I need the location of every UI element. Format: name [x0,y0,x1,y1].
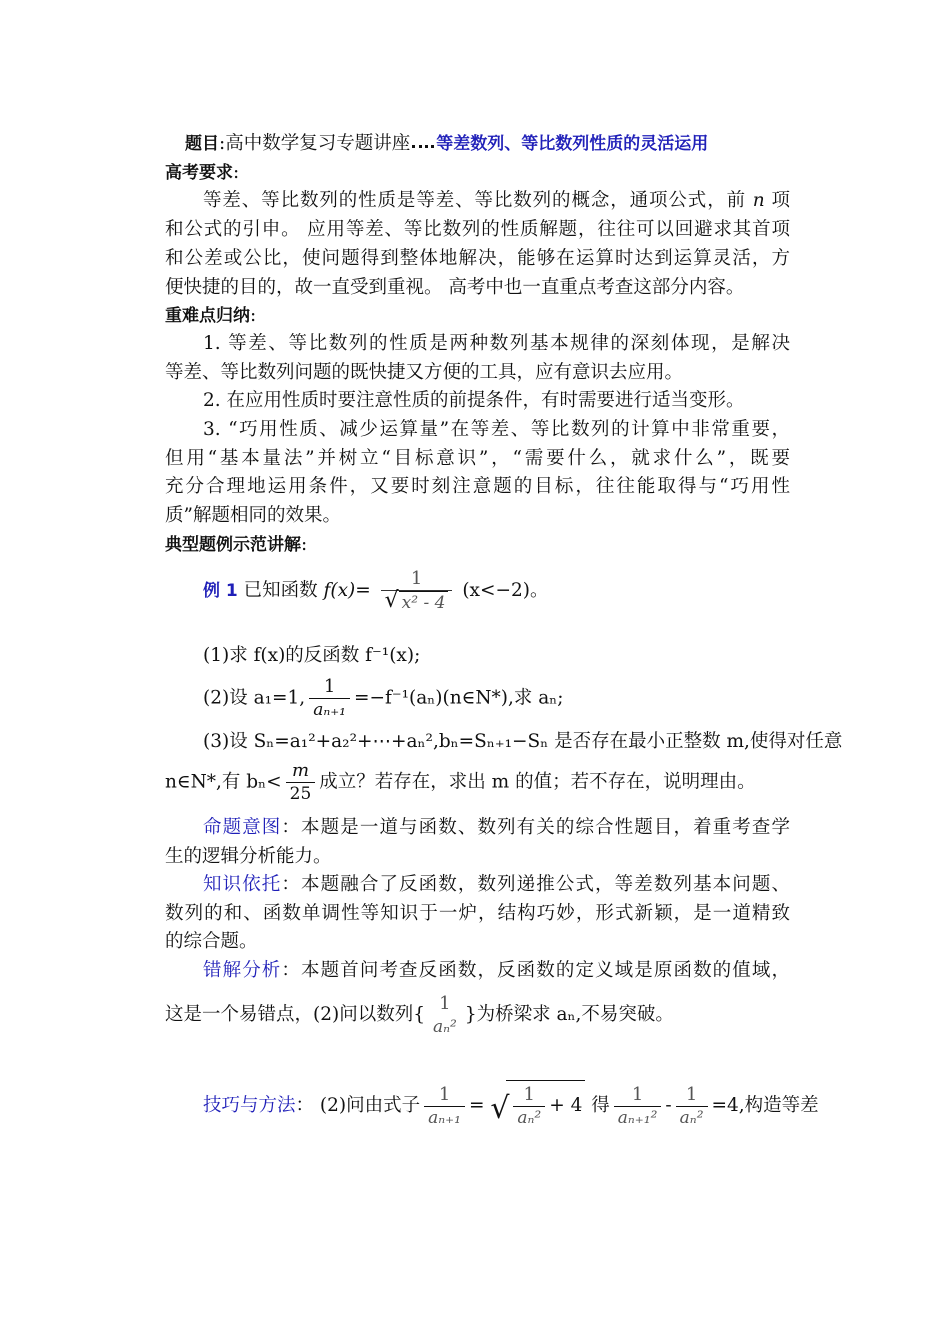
function-fraction: 1 √ x² - 4 [381,568,453,614]
title-main: 等差数列、等比数列性质的灵活运用 [436,134,709,154]
intent-label: 命题意图 [203,817,282,838]
question-2: (2)设 a₁=1, $\frac{1}{\text{aₙ₊₁}}$ =−f⁻¹(aₙ)(n∈N*),求 aₙ; [203,676,564,720]
method-line: 技巧与方法： (2)问由式子 $\frac{1}{\text{aₙ₊₁}}$ = √ $\frac{1}{\text{aₙ²}}$ + 4 得 $\frac{1}{\text{aₙ₊₁²}}$ - $\frac{1}{\text{aₙ²}}$ =4,构造等差 [203,1080,790,1131]
knowledge-line-2: 数列的和、函数单调性等知识于一炉，结构巧妙，形式新颖，是一道精致 [165,903,790,924]
point-1-line-1: 1. 等差、等比数列的性质是两种数列基本规律的深刻体现，是解决 [203,333,790,354]
question-3-line-2: n∈N*,有 bₙ< $\frac{m}{25}$ 成立？若存在，求出 m 的值；若不存在，说明理由。 [165,760,756,804]
error-line-1: 错解分析：本题首问考查反函数，反函数的定义域是原函数的值域， [203,960,790,981]
point-1-line-2: 等差、等比数列问题的既快捷又方便的工具，应有意识去应用。 [165,362,684,383]
knowledge-label: 知识依托 [203,874,282,895]
point-2: 2. 在应用性质时要注意性质的前提条件，有时需要进行适当变形。 [203,390,745,411]
intent-line-2: 生的逻辑分析能力。 [165,846,332,867]
point-3-line-4: 质”解题相同的效果。 [165,505,341,526]
error-label: 错解分析 [203,960,282,981]
title-dots [412,141,434,148]
section-requirements-heading: 高考要求: [165,162,240,183]
method-label: 技巧与方法 [203,1095,296,1116]
requirements-line-2: 和公式的引申。 应用等差、等比数列的性质解题，往往可以回避求其首项 [165,219,790,240]
section-difficulty-heading: 重难点归纳: [165,305,257,326]
question-1: (1)求 f(x)的反函数 f⁻¹(x); [203,645,421,666]
example-1-statement: 例 1 已知函数 f(x)= 1 √ x² - 4 (x<−2)。 [203,568,549,613]
requirements-line-4: 便快捷的目的，故一直受到重视。 高考中也一直重点考查这部分内容。 [165,277,745,298]
knowledge-line-1: 知识依托：本题融合了反函数，数列递推公式，等差数列基本问题、 [203,874,790,895]
knowledge-line-3: 的综合题。 [165,931,258,952]
section-examples-heading: 典型题例示范讲解: [165,534,308,555]
error-line-2: 这是一个易错点，(2)问以数列{ $\frac{1}{\text{aₙ²}}$ }为桥梁求 aₙ,不易突破。 [165,992,674,1037]
title-prefix: 高中数学复习专题讲座 [225,133,411,154]
question-3-line-1: (3)设 Sₙ=a₁²+a₂²+⋯+aₙ²,bₙ=Sₙ₊₁−Sₙ 是否存在最小正整数 m,使得对任意 [203,731,843,752]
requirements-line-1: 等差、等比数列的性质是等差、等比数列的概念，通项公式，前 n 项 [203,190,790,211]
point-3-line-3: 充分合理地运用条件，又要时刻注意题的目标，往往能取得与“巧用性 [165,476,790,497]
point-3-line-1: 3. “巧用性质、减少运算量”在等差、等比数列的计算中非常重要， [203,419,790,440]
title-line: 题目:高中数学复习专题讲座 等差数列、等比数列性质的灵活运用 [185,133,709,154]
example-label: 例 1 [203,581,238,601]
title-label: 题目 [185,134,219,154]
requirements-line-3: 和公差或公比，使问题得到整体地解决，能够在运算时达到运算灵活，方 [165,248,790,269]
intent-line-1: 命题意图：本题是一道与函数、数列有关的综合性题目，着重考查学 [203,817,790,838]
point-3-line-2: 但用“基本量法”并树立“目标意识”，“需要什么，就求什么”，既要 [165,448,790,469]
